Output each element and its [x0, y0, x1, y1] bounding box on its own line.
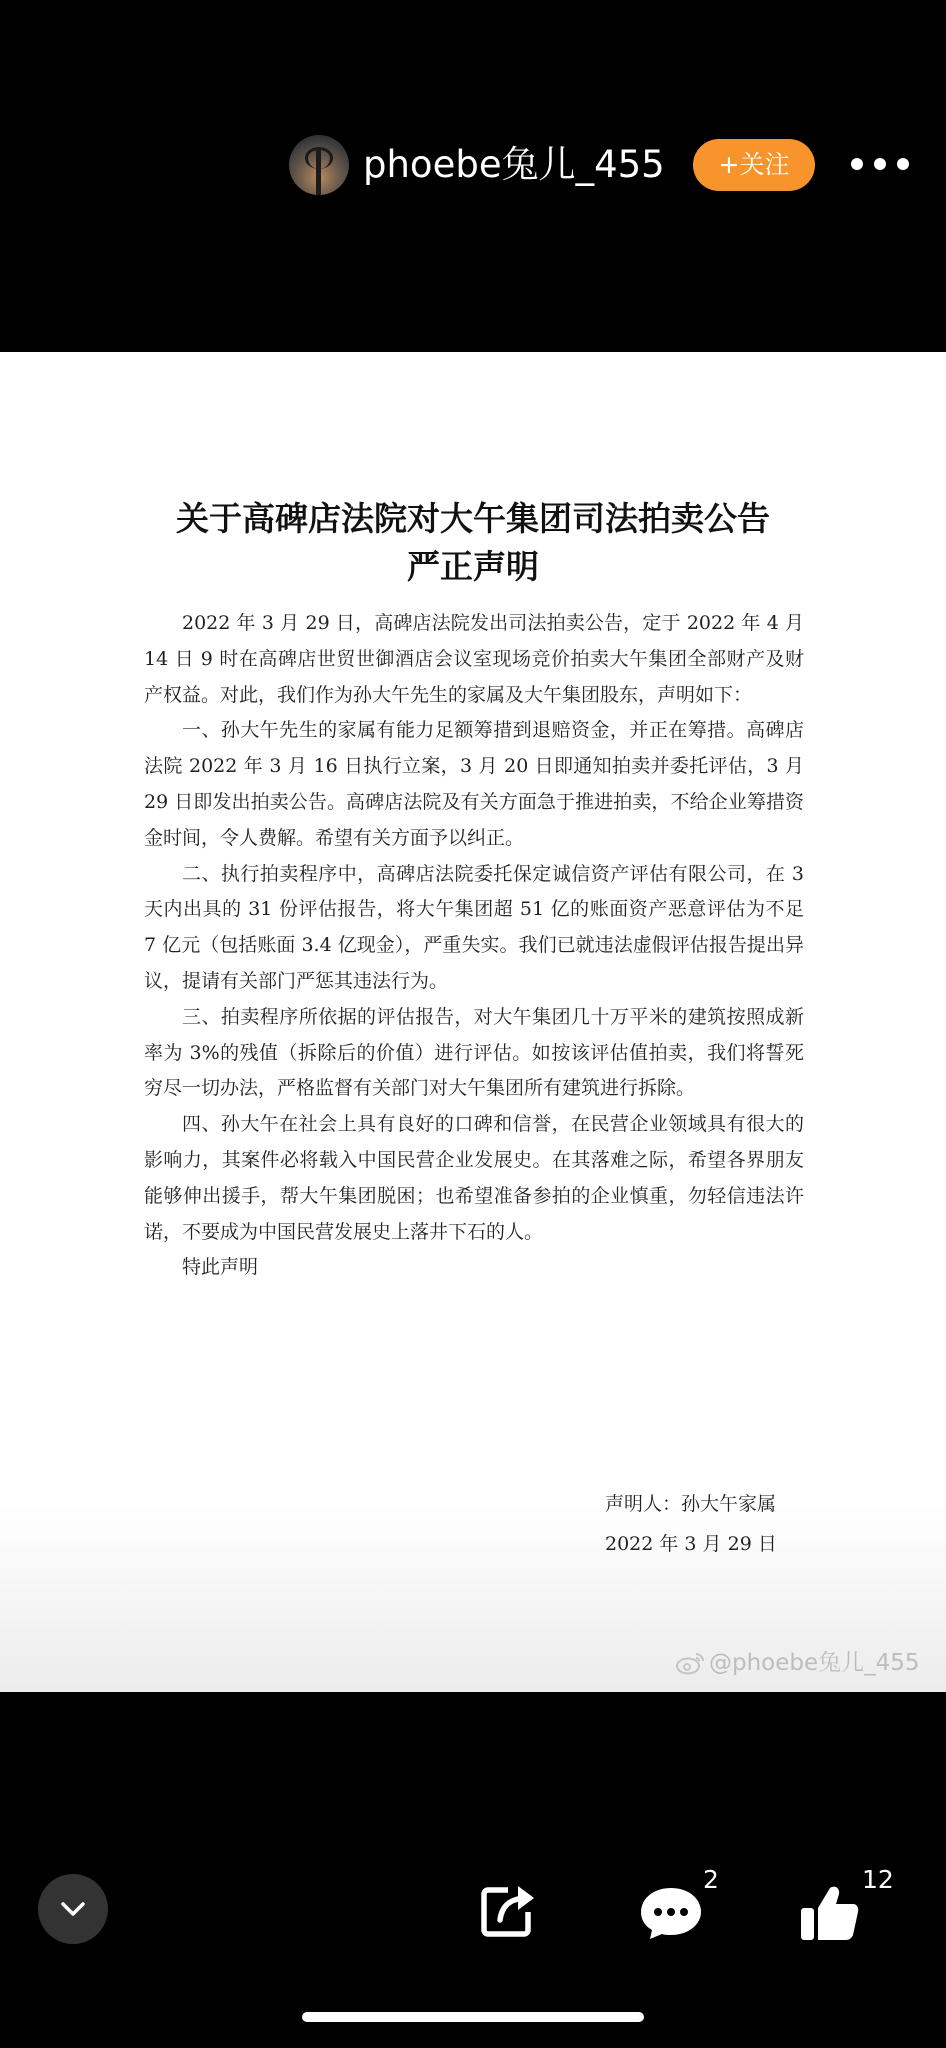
paragraph: 三、拍卖程序所依据的评估报告，对大午集团几十万平米的建筑按照成新率为 3%的残值（拆除后的价值）进行评估。如按该评估值拍卖，我们将誓死穷尽一切办法，严格监督有关部门对大午集团所有建筑进行拆除。: [144, 1005, 804, 1100]
comment-count: 2: [703, 1865, 719, 1894]
document-body: [144, 606, 804, 1286]
watermark-text: @phoebe兔儿_455: [709, 1650, 920, 1676]
watermark: [675, 1648, 920, 1678]
document-title: 关于高碑店法院对大午集团司法拍卖公告: [176, 499, 770, 538]
statement-date: 2022 年 3 月 29 日: [605, 1533, 777, 1555]
paragraph: 一、孙大午先生的家属有能力足额筹措到退赔资金，并正在筹措。高碑店法院 2022 年 3 月 16 日执行立案，3 月 20 日即通知拍卖并委托评估，3 月 29 日即发出拍卖公告。高碑店法院及有关方面急于推进拍卖，不给企业筹措资金时间，令人费解。希望有关方面予以纠正。: [144, 719, 804, 849]
like-icon[interactable]: [798, 1882, 860, 1944]
collapse-button[interactable]: [38, 1874, 108, 1944]
more-options-icon[interactable]: [851, 155, 909, 173]
comment-icon[interactable]: [638, 1884, 704, 1942]
paragraph: 2022 年 3 月 29 日，高碑店法院发出司法拍卖公告，定于 2022 年 4 月 14 日 9 时在高碑店世贸世御酒店会议室现场竞价拍卖大午集团全部财产及财产权益。对此，我们作为孙大午先生的家属及大午集团股东，声明如下：: [144, 612, 804, 706]
paragraph: 四、孙大午在社会上具有良好的口碑和信誉，在民营企业领域具有很大的影响力，其案件必将载入中国民营企业发展史。在其落难之际，希望各界朋友能够伸出援手，帮大午集团脱困；也希望准备参拍的企业慎重，勿轻信违法许诺，不要成为中国民营发展史上落井下石的人。: [144, 1113, 804, 1243]
home-indicator[interactable]: [302, 2012, 644, 2022]
weibo-logo-icon: [675, 1651, 705, 1675]
bottom-action-bar: [0, 1692, 946, 2048]
document-subtitle: 严正声明: [407, 547, 539, 586]
paragraph: 二、执行拍卖程序中，高碑店法院委托保定诚信资产评估有限公司，在 3 天内出具的 31 份评估报告，将大午集团超 51 亿的账面资产恶意评估为不足 7 亿元（包括账面 3.4 亿现金），严重失实。我们已就违法虚假评估报告提出异议，提请有关部门严惩其违法行为。: [144, 862, 804, 992]
like-count: 12: [862, 1865, 894, 1894]
follow-button[interactable]: +关注: [693, 139, 815, 191]
signer: 声明人：孙大午家属: [605, 1493, 777, 1515]
avatar-tree-trunk: [316, 149, 321, 195]
avatar[interactable]: [289, 135, 349, 195]
chevron-down-icon: [58, 1899, 88, 1919]
paragraph-closing: 特此声明: [182, 1256, 259, 1279]
statement-document-image: [0, 352, 946, 1692]
username[interactable]: phoebe兔儿_455: [363, 143, 665, 186]
signature-block: [605, 1484, 777, 1564]
share-icon[interactable]: [478, 1882, 540, 1940]
